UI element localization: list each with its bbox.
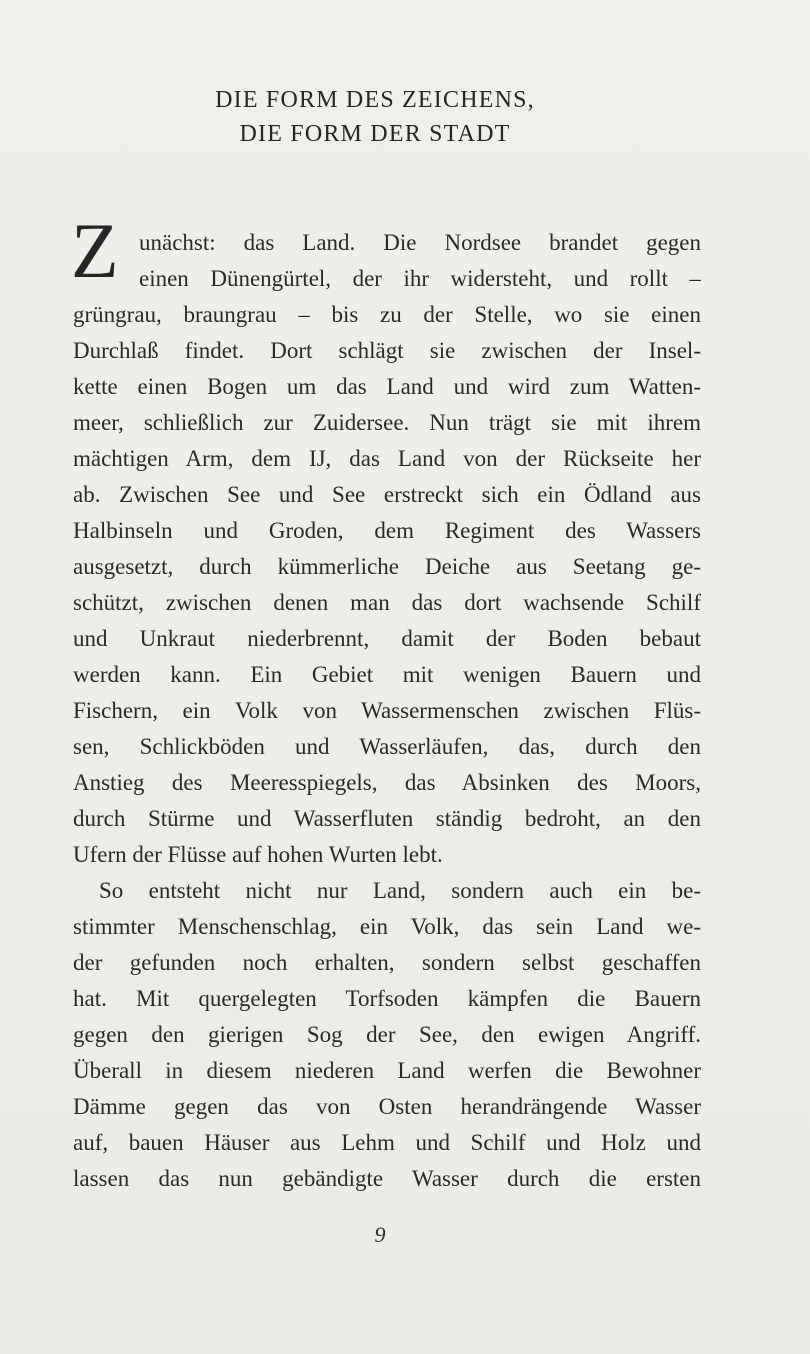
text-line: durch Stürme und Wasserfluten ständig bedroht, an den	[73, 806, 701, 831]
text-line: Überall in diesem niederen Land werfen die Bewohner	[73, 1058, 701, 1083]
text-line: unächst: das Land. Die Nordsee brandet gegen	[139, 230, 701, 255]
text-line: grüngrau, braungrau – bis zu der Stelle, wo sie einen	[73, 302, 701, 327]
text-line: ab. Zwischen See und See erstreckt sich ein Ödland aus	[73, 482, 701, 507]
text-line: ausgesetzt, durch kümmerliche Deiche aus Seetang ge-	[73, 554, 701, 579]
chapter-title-line-1: DIE FORM DES ZEICHENS,	[215, 87, 535, 113]
text-line: sen, Schlickböden und Wasserläufen, das, durch den	[73, 734, 701, 759]
text-line: auf, bauen Häuser aus Lehm und Schilf und Holz und	[73, 1130, 701, 1155]
text-line: Durchlaß findet. Dort schlägt sie zwischen der Insel-	[73, 338, 701, 363]
text-line: gegen den gierigen Sog der See, den ewigen Angriff.	[73, 1022, 701, 1047]
chapter-title-line-2: DIE FORM DER STADT	[239, 121, 511, 147]
text-line: werden kann. Ein Gebiet mit wenigen Bauern und	[73, 662, 701, 687]
text-line: einen Dünengürtel, der ihr widersteht, und rollt –	[139, 266, 701, 291]
text-line: Dämme gegen das von Osten herandrängende Wasser	[73, 1094, 701, 1119]
text-line: mächtigen Arm, dem IJ, das Land von der Rückseite her	[73, 446, 701, 471]
text-line: und Unkraut niederbrennt, damit der Boden bebaut	[73, 626, 701, 651]
text-line: Fischern, ein Volk von Wassermenschen zwischen Flüs-	[73, 698, 701, 723]
text-line: kette einen Bogen um das Land und wird zum Watten-	[73, 374, 701, 399]
text-line: der gefunden noch erhalten, sondern selbst geschaffen	[73, 950, 701, 975]
text-line: lassen das nun gebändigte Wasser durch die ersten	[73, 1166, 701, 1191]
text-line: stimmter Menschenschlag, ein Volk, das sein Land we-	[73, 914, 701, 939]
text-line: hat. Mit quergelegten Torfsoden kämpfen die Bauern	[73, 986, 701, 1011]
text-line: meer, schließlich zur Zuidersee. Nun trägt sie mit ihrem	[73, 410, 701, 435]
page-number: 9	[374, 1222, 386, 1247]
text-line: Ufern der Flüsse auf hohen Wurten lebt.	[73, 842, 443, 867]
text-line: Anstieg des Meeresspiegels, das Absinken des Moors,	[73, 770, 701, 795]
text-line: schützt, zwischen denen man das dort wachsende Schilf	[73, 590, 701, 615]
text-line: Halbinseln und Groden, dem Regiment des Wassers	[73, 518, 701, 543]
text-line: So entsteht nicht nur Land, sondern auch ein be-	[99, 878, 701, 903]
drop-cap: Z	[71, 207, 119, 294]
